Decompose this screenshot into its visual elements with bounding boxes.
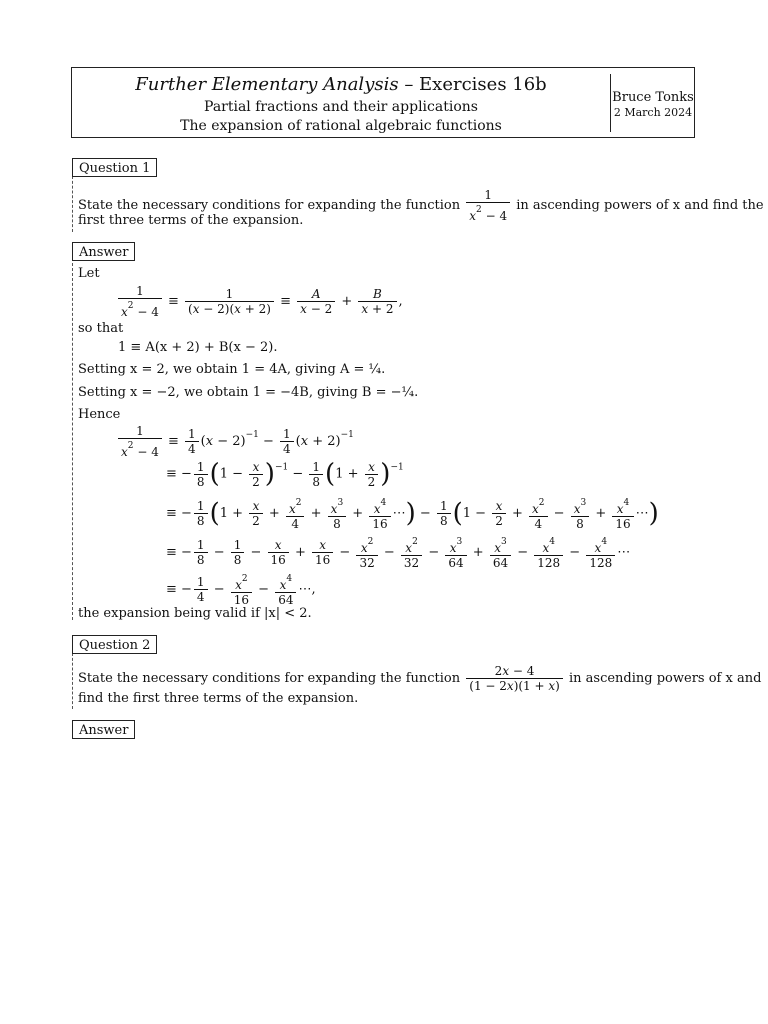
answer-so-that: so that	[78, 321, 124, 336]
equation-expansion-line-5: ≡ − $\frac{1}{4}$ − $\frac{x^2}{16}$ − $\frac{x^4}{64}$ ⋯,	[166, 574, 316, 607]
equation-expansion-line-3: ≡ − $\frac{1}{8}$ (1 + $\frac{x}{2}$ + $\frac{x^2}{4}$ + $\frac{x^3}{8}$ + $\frac{x^4}{16}$ ⋯) − $\frac{1}{8}$ (1 − $\frac{x}{2}$ + $\frac{x^2}{4}$ − $\frac{x^3}{8}$ + $\frac{x^4}{16}$ ⋯)	[166, 498, 659, 531]
answer-2-label: Answer	[72, 720, 135, 739]
question-2-label: Question 2	[72, 635, 157, 654]
answer-1-label: Answer	[72, 242, 135, 261]
answer-setting-2: Setting x = −2, we obtain 1 = −4B, giving B = −¼.	[78, 385, 419, 400]
question-1-rule	[72, 176, 73, 232]
equation-expansion-line-2: ≡ − $\frac{1}{8}$ (1 − $\frac{x}{2}$ )$^{-1}$ − $\frac{1}{8}$ (1 + $\frac{x}{2}$ )$^{-1}$	[166, 459, 404, 489]
header-divider	[610, 74, 611, 132]
document-header	[71, 67, 695, 138]
fraction-1-over-x2-4: $\frac{1}{x^2 - 4}$	[466, 188, 510, 223]
equation-identity: 1 ≡ A(x + 2) + B(x − 2).	[118, 340, 278, 355]
question-1-text: State the necessary conditions for expanding the function $\frac{1}{x^2 - 4}$ in ascending powers of x and find the	[78, 188, 764, 223]
answer-hence: Hence	[78, 407, 121, 422]
answer-validity: the expansion being valid if |x| < 2.	[78, 606, 312, 621]
question-2-text-line2: find the first three terms of the expansion.	[78, 691, 359, 706]
question-2-text: State the necessary conditions for expanding the function $\frac{2x - 4}{(1 - 2x)(1 + x)}$ in ascending powers of x and	[78, 664, 762, 693]
question-2-rule	[72, 653, 73, 709]
subtitle-1: Partial fractions and their applications	[204, 99, 478, 115]
document-title: Further Elementary Analysis – Exercises 16b	[135, 74, 547, 95]
answer-1-rule	[72, 258, 73, 620]
document-date: 2 March 2024	[613, 106, 693, 119]
equation-expansion-line-1: $\frac{1}{x^2 - 4}$ ≡ $\frac{1}{4}$ $(x - 2)^{-1}$ − $\frac{1}{4}$ $(x + 2)^{-1}$	[116, 424, 354, 459]
answer-setting-1: Setting x = 2, we obtain 1 = 4A, giving A = ¼.	[78, 362, 386, 377]
question-1-text-line2: first three terms of the expansion.	[78, 213, 304, 228]
answer-let: Let	[78, 266, 100, 281]
author-name: Bruce Tonks	[612, 90, 694, 105]
equation-partial-fractions: $\frac{1}{x^2 - 4}$ ≡ $\frac{1}{(x - 2)(x + 2)}$ ≡ $\frac{A}{x - 2}$ + $\frac{B}{x + 2}$ ,	[116, 284, 403, 319]
subtitle-2: The expansion of rational algebraic functions	[180, 118, 502, 134]
question-1-label: Question 1	[72, 158, 157, 177]
equation-expansion-line-4: ≡ − $\frac{1}{8}$ − $\frac{1}{8}$ − $\frac{x}{16}$ + $\frac{x}{16}$ − $\frac{x^2}{32}$ − $\frac{x^2}{32}$ − $\frac{x^3}{64}$ + $\frac{x^3}{64}$ − $\frac{x^4}{128}$ − $\frac{x^4}{128}$ ⋯	[166, 537, 631, 570]
fraction-2x-4: $\frac{2x - 4}{(1 - 2x)(1 + x)}$	[466, 664, 563, 693]
